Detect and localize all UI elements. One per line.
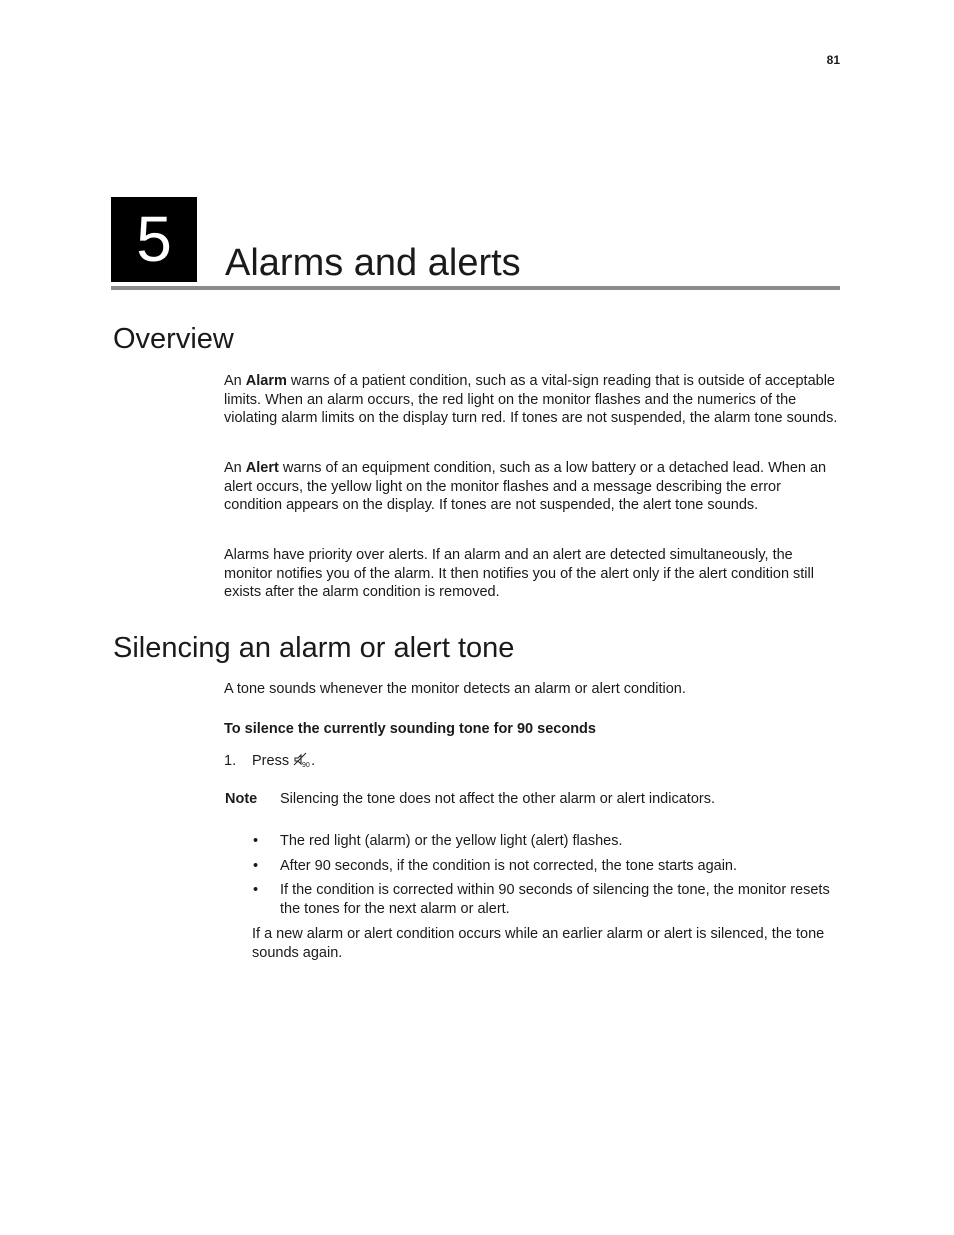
note-text: Silencing the tone does not affect the other alarm or alert indicators. — [280, 791, 715, 807]
overview-paragraph-alarm — [224, 372, 840, 428]
bullet-dot: • — [253, 857, 259, 874]
indicator-bullet-list — [252, 832, 842, 925]
step-number: 1. — [224, 753, 237, 769]
step-text: Press — [252, 753, 294, 769]
bullet-text: The red light (alarm) or the yellow light (alert) flashes. — [280, 833, 623, 849]
chapter-title: Alarms and alerts — [225, 242, 521, 284]
chapter-number-box: 5 — [111, 197, 197, 282]
para-rest: warns of a patient condition, such as a vital-sign reading that is outside of acceptable limits. When an alarm occurs, the red light on the monitor flashes and the numerics of the violating alarm limits on the display turn red. If tones are not suspended, the alarm tone sounds. — [224, 373, 838, 427]
alarm-term: Alarm — [245, 373, 287, 389]
list-item — [252, 857, 842, 876]
bullet-dot: • — [253, 833, 259, 849]
alert-term: Alert — [245, 460, 279, 476]
list-item — [252, 881, 842, 918]
closing-paragraph: If a new alarm or alert condition occurs while an earlier alarm or alert is silenced, the tone sounds again. — [252, 926, 825, 961]
silencing-intro: A tone sounds whenever the monitor detects an alarm or alert condition. — [224, 681, 686, 697]
svg-text:90: 90 — [302, 762, 310, 768]
list-item — [252, 832, 842, 851]
note-label: Note — [225, 791, 258, 807]
para-prefix: An — [224, 373, 246, 389]
silencing-heading: Silencing an alarm or alert tone — [113, 632, 515, 664]
alarm-silence-90-icon — [293, 752, 311, 768]
overview-heading: Overview — [113, 323, 234, 355]
para-rest: warns of an equipment condition, such as a low battery or a detached lead. When an alert occurs, the yellow light on the monitor flashes and a message describing the error condition appears on the display. If tones are not suspended, the alert tone sounds. — [224, 460, 827, 514]
overview-paragraph-alert — [224, 459, 840, 515]
para-prefix: An — [224, 460, 246, 476]
page-number: 81 — [826, 53, 840, 67]
bullet-text: After 90 seconds, if the condition is not corrected, the tone starts again. — [280, 857, 738, 874]
step-suffix: . — [311, 753, 316, 769]
step-1 — [224, 752, 315, 771]
overview-paragraph-priority: Alarms have priority over alerts. If an alarm and an alert are detected simultaneously, the monitor notifies you of the alarm. It then notifies you of the alert only if the alert condition still exists after the alarm condition is removed. — [224, 547, 814, 601]
procedure-heading: To silence the currently sounding tone for 90 seconds — [224, 721, 596, 737]
bullet-text: If the condition is corrected within 90 seconds of silencing the tone, the monitor resets the tones for the next alarm or alert. — [280, 882, 830, 918]
bullet-dot: • — [253, 882, 259, 899]
chapter-rule — [111, 286, 840, 290]
